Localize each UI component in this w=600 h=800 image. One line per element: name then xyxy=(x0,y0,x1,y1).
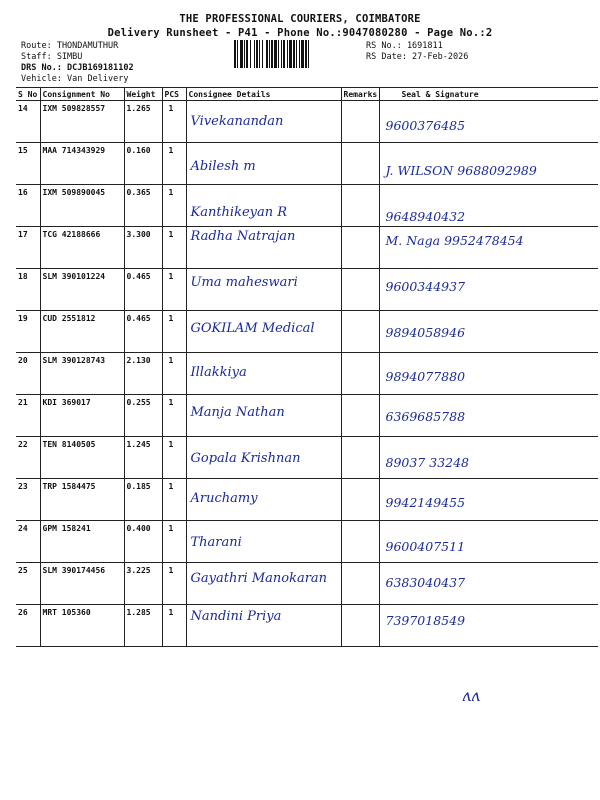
row-consignee-handwritten: Gayathri Manokaran xyxy=(190,571,328,586)
row-remarks xyxy=(341,227,379,269)
row-signature-handwritten: 9600407511 xyxy=(385,539,466,554)
row-sno: 23 xyxy=(16,479,40,521)
row-signature-handwritten: 9600376485 xyxy=(385,118,466,133)
row-signature-cell xyxy=(379,143,598,185)
row-sno: 22 xyxy=(16,437,40,479)
row-consignee-cell xyxy=(186,605,341,647)
table-row xyxy=(16,479,598,521)
row-consignee-handwritten: Aruchamy xyxy=(190,491,258,506)
row-weight: 0.400 xyxy=(124,521,162,563)
row-consignee-handwritten: Manja Nathan xyxy=(190,405,285,420)
row-consignment-no: IXM 509890045 xyxy=(40,185,124,227)
row-consignee-handwritten: Abilesh m xyxy=(190,159,256,174)
row-weight: 0.185 xyxy=(124,479,162,521)
row-signature-handwritten: J. WILSON 9688092989 xyxy=(385,163,537,178)
row-signature-handwritten: 9942149455 xyxy=(385,495,466,510)
row-pcs: 1 xyxy=(162,269,186,311)
row-consignment-no: SLM 390101224 xyxy=(40,269,124,311)
row-weight: 0.365 xyxy=(124,185,162,227)
row-remarks xyxy=(341,521,379,563)
row-consignee-handwritten: Tharani xyxy=(190,535,242,550)
row-signature-cell xyxy=(379,185,598,227)
row-signature-handwritten: 6369685788 xyxy=(385,409,466,424)
row-signature-cell xyxy=(379,227,598,269)
row-consignee-handwritten: Uma maheswari xyxy=(190,275,298,290)
col-header-weight: Weight xyxy=(124,88,162,101)
company-title: THE PROFESSIONAL COURIERS, COIMBATORE xyxy=(179,13,421,25)
row-remarks xyxy=(341,353,379,395)
row-remarks xyxy=(341,185,379,227)
col-header-consignment: Consignment No xyxy=(40,88,124,101)
row-weight: 1.265 xyxy=(124,101,162,143)
staff-text: Staff: SIMBU xyxy=(21,52,83,62)
row-consignment-no: MAA 714343929 xyxy=(40,143,124,185)
row-consignee-cell xyxy=(186,563,341,605)
row-pcs: 1 xyxy=(162,479,186,521)
row-signature-handwritten: 89037 33248 xyxy=(385,455,470,470)
row-consignee-cell xyxy=(186,227,341,269)
row-signature-cell xyxy=(379,311,598,353)
runsheet-table xyxy=(16,87,598,647)
row-signature-handwritten: 9600344937 xyxy=(385,279,466,294)
row-consignee-handwritten: Radha Natrajan xyxy=(190,229,296,244)
row-signature-cell xyxy=(379,479,598,521)
row-remarks xyxy=(341,143,379,185)
row-signature-cell xyxy=(379,437,598,479)
row-consignee-cell xyxy=(186,101,341,143)
row-sno: 17 xyxy=(16,227,40,269)
table-header-row xyxy=(16,88,598,101)
col-header-consignee: Consignee Details xyxy=(186,88,341,101)
row-signature-handwritten: 9648940432 xyxy=(385,209,466,224)
row-consignment-no: SLM 390128743 xyxy=(40,353,124,395)
row-consignment-no: SLM 390174456 xyxy=(40,563,124,605)
table-row xyxy=(16,101,598,143)
row-consignee-handwritten: Kanthikeyan R xyxy=(190,205,288,220)
row-weight: 3.300 xyxy=(124,227,162,269)
row-pcs: 1 xyxy=(162,185,186,227)
drs-number: DRS No.: DCJB169181102 xyxy=(21,63,134,73)
vehicle-text: Vehicle: Van Delivery xyxy=(21,74,129,84)
row-consignee-cell xyxy=(186,395,341,437)
table-row xyxy=(16,605,598,647)
row-remarks xyxy=(341,395,379,437)
table-row xyxy=(16,563,598,605)
route-text: Route: THONDAMUTHUR xyxy=(21,41,119,51)
row-pcs: 1 xyxy=(162,605,186,647)
row-signature-cell xyxy=(379,395,598,437)
row-weight: 0.255 xyxy=(124,395,162,437)
row-sno: 19 xyxy=(16,311,40,353)
runsheet-subtitle: Delivery Runsheet - P41 - Phone No.:9047080280 - Page No.:2 xyxy=(107,27,493,39)
table-row xyxy=(16,143,598,185)
table-row xyxy=(16,227,598,269)
col-header-pcs: PCS xyxy=(162,88,186,101)
runsheet-meta-right xyxy=(366,41,468,63)
col-header-remarks: Remarks xyxy=(341,88,379,101)
row-consignment-no: IXM 509828557 xyxy=(40,101,124,143)
row-pcs: 1 xyxy=(162,563,186,605)
row-weight: 2.130 xyxy=(124,353,162,395)
table-row xyxy=(16,269,598,311)
row-pcs: 1 xyxy=(162,353,186,395)
row-pcs: 1 xyxy=(162,227,186,269)
row-consignee-cell xyxy=(186,143,341,185)
row-signature-handwritten: 9894058946 xyxy=(385,325,466,340)
row-signature-handwritten: M. Naga 9952478454 xyxy=(385,233,524,248)
runsheet-meta-left xyxy=(21,41,134,85)
col-header-sno: S No xyxy=(16,88,40,101)
row-weight: 0.465 xyxy=(124,311,162,353)
row-signature-handwritten: 6383040437 xyxy=(385,575,466,590)
row-signature-cell xyxy=(379,605,598,647)
row-consignee-handwritten: Vivekanandan xyxy=(190,114,284,129)
row-signature-cell xyxy=(379,563,598,605)
row-sno: 16 xyxy=(16,185,40,227)
row-sno: 18 xyxy=(16,269,40,311)
row-sno: 24 xyxy=(16,521,40,563)
table-row xyxy=(16,353,598,395)
row-consignee-cell xyxy=(186,479,341,521)
row-consignment-no: GPM 158241 xyxy=(40,521,124,563)
row-weight: 1.285 xyxy=(124,605,162,647)
row-consignee-cell xyxy=(186,521,341,563)
row-sno: 14 xyxy=(16,101,40,143)
row-consignment-no: TCG 42188666 xyxy=(40,227,124,269)
col-header-signature: Seal & Signature xyxy=(379,88,598,101)
row-signature-cell xyxy=(379,269,598,311)
row-remarks xyxy=(341,605,379,647)
row-pcs: 1 xyxy=(162,437,186,479)
row-weight: 0.160 xyxy=(124,143,162,185)
row-pcs: 1 xyxy=(162,521,186,563)
row-weight: 3.225 xyxy=(124,563,162,605)
row-sno: 15 xyxy=(16,143,40,185)
row-weight: 0.465 xyxy=(124,269,162,311)
table-row xyxy=(16,437,598,479)
table-row xyxy=(16,395,598,437)
row-consignee-handwritten: Illakkiya xyxy=(190,365,247,380)
row-weight: 1.245 xyxy=(124,437,162,479)
row-signature-cell xyxy=(379,521,598,563)
table-row xyxy=(16,521,598,563)
row-signature-cell xyxy=(379,353,598,395)
barcode-image xyxy=(234,40,362,68)
table-row xyxy=(16,185,598,227)
row-sno: 21 xyxy=(16,395,40,437)
row-signature-handwritten: 9894077880 xyxy=(385,369,466,384)
row-pcs: 1 xyxy=(162,143,186,185)
row-consignee-cell xyxy=(186,437,341,479)
table-row xyxy=(16,311,598,353)
row-consignment-no: KDI 369017 xyxy=(40,395,124,437)
row-pcs: 1 xyxy=(162,311,186,353)
row-sno: 25 xyxy=(16,563,40,605)
row-consignment-no: MRT 105360 xyxy=(40,605,124,647)
row-remarks xyxy=(341,101,379,143)
rs-number: RS No.: 1691811 xyxy=(366,41,443,51)
row-remarks xyxy=(341,269,379,311)
row-remarks xyxy=(341,563,379,605)
row-consignment-no: CUD 2551812 xyxy=(40,311,124,353)
row-consignee-handwritten: Gopala Krishnan xyxy=(190,451,301,466)
row-signature-cell xyxy=(379,101,598,143)
row-consignee-cell xyxy=(186,185,341,227)
row-consignment-no: TRP 1584475 xyxy=(40,479,124,521)
row-consignee-handwritten: GOKILAM Medical xyxy=(190,321,315,336)
row-pcs: 1 xyxy=(162,395,186,437)
row-consignment-no: TEN 8140505 xyxy=(40,437,124,479)
row-signature-handwritten: 7397018549 xyxy=(385,613,466,628)
row-sno: 26 xyxy=(16,605,40,647)
row-consignee-handwritten: Nandini Priya xyxy=(190,609,282,624)
row-consignee-cell xyxy=(186,311,341,353)
rs-date: RS Date: 27-Feb-2026 xyxy=(366,52,469,62)
row-consignee-cell xyxy=(186,269,341,311)
row-sno: 20 xyxy=(16,353,40,395)
bottom-scribble: ʌʌ xyxy=(462,686,481,705)
row-remarks xyxy=(341,311,379,353)
row-remarks xyxy=(341,437,379,479)
row-pcs: 1 xyxy=(162,101,186,143)
row-remarks xyxy=(341,479,379,521)
row-consignee-cell xyxy=(186,353,341,395)
